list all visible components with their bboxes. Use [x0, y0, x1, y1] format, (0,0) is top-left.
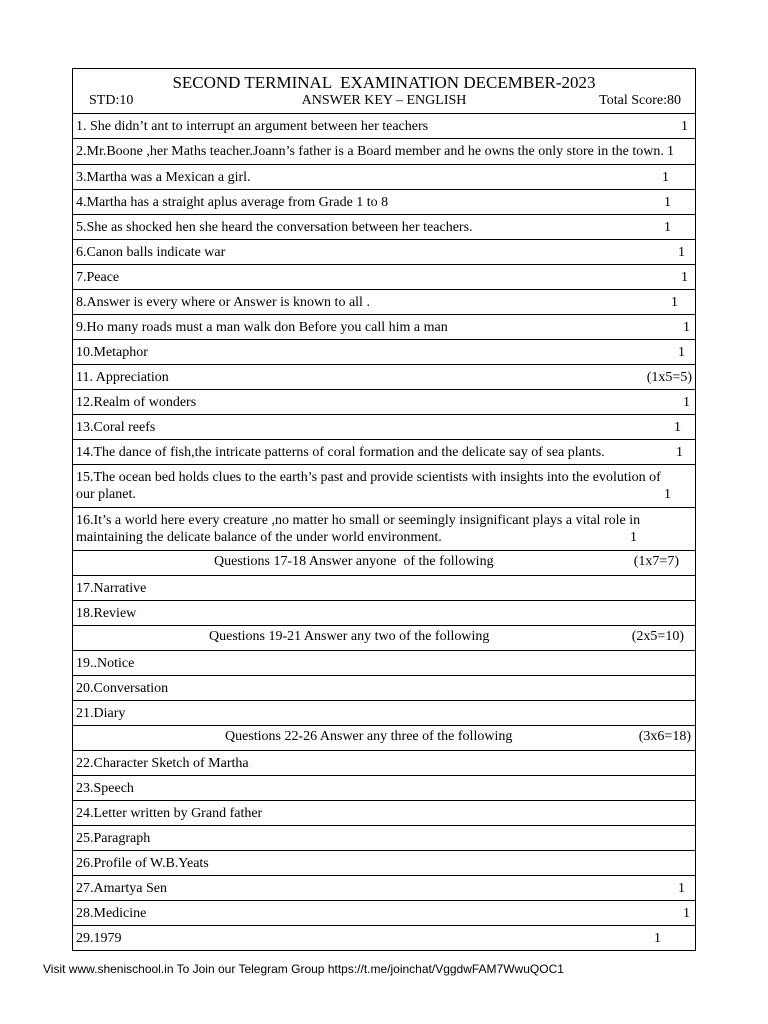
answer-mark: (1x5=5): [646, 370, 692, 385]
section-title: Questions 22-26 Answer any three of the following: [225, 729, 513, 744]
answer-mark: 1: [681, 270, 688, 285]
answer-text: 2.Mr.Boone ,her Maths teacher.Joann’s father is a Board member and he owns the only store in the town.: [76, 144, 664, 159]
answer-text: 25.Paragraph: [76, 831, 151, 846]
answer-mark: 1: [678, 345, 685, 360]
section-title: Questions 19-21 Answer any two of the following: [209, 629, 490, 644]
answer-text: 21.Diary: [76, 706, 126, 721]
answer-text: 6.Canon balls indicate war: [76, 245, 226, 260]
answer-row: [73, 465, 695, 508]
section-score: (1x7=7): [633, 554, 679, 569]
answer-text: 15.The ocean bed holds clues to the earth’s past and provide scientists with insights into the evolution of our planet.: [76, 470, 661, 502]
answer-row: [73, 215, 695, 240]
section-title: Questions 17-18 Answer anyone of the following: [214, 554, 494, 569]
answer-row: [73, 776, 695, 801]
answer-mark: 1: [683, 906, 690, 921]
answer-row: [73, 290, 695, 315]
answer-mark: 1: [664, 195, 671, 210]
answer-text: 3.Martha was a Mexican a girl.: [76, 170, 251, 185]
answer-row: [73, 601, 695, 626]
section-score: (3x6=18): [638, 729, 691, 744]
answer-row: [73, 701, 695, 726]
answer-text: 23.Speech: [76, 781, 134, 796]
answer-row: [73, 851, 695, 876]
answer-mark: 1: [654, 931, 661, 946]
answer-text: 16.It’s a world here every creature ,no matter ho small or seemingly insignificant plays a vital role in maintaining the delicate balance of the under world environment.: [76, 513, 641, 545]
answer-mark: 1: [683, 395, 690, 410]
answer-row: [73, 676, 695, 701]
answer-text: 10.Metaphor: [76, 345, 148, 360]
answer-text: 24.Letter written by Grand father: [76, 806, 263, 821]
answer-text: 29.1979: [76, 931, 122, 946]
answer-row: [73, 901, 695, 926]
answer-row: [73, 926, 695, 951]
answer-mark: 1: [671, 295, 678, 310]
answer-row: [73, 826, 695, 851]
answer-text: 19..Notice: [76, 656, 135, 671]
answer-text: 7.Peace: [76, 270, 120, 285]
answer-mark: 1: [678, 245, 685, 260]
answer-row: [73, 876, 695, 901]
answer-mark: 1: [664, 487, 671, 502]
answer-row: [73, 315, 695, 340]
answer-row: [73, 508, 695, 551]
answer-text: 26.Profile of W.B.Yeats: [76, 856, 209, 871]
answer-row: [73, 365, 695, 390]
answer-row: [73, 415, 695, 440]
answer-row: [73, 751, 695, 776]
answer-text: 22.Character Sketch of Martha: [76, 756, 249, 771]
answer-row: [73, 651, 695, 676]
section-header-22-26: [73, 726, 695, 751]
answer-text: 13.Coral reefs: [76, 420, 156, 435]
answer-row: [73, 240, 695, 265]
answer-mark: 1: [676, 445, 683, 460]
exam-title: SECOND TERMINAL EXAMINATION DECEMBER-2023: [172, 73, 596, 92]
answer-text: 4.Martha has a straight aplus average from Grade 1 to 8: [76, 195, 389, 210]
answer-row: [73, 576, 695, 601]
answer-text: 5.She as shocked hen she heard the conversation between her teachers.: [76, 220, 473, 235]
answer-row: [73, 390, 695, 415]
answer-text: 11. Appreciation: [76, 370, 169, 385]
answer-text: 1. She didn’t ant to interrupt an argument between her teachers: [76, 119, 429, 134]
answer-mark: 1: [662, 170, 669, 185]
answer-mark: 1: [683, 320, 690, 335]
answer-row: [73, 440, 695, 465]
answer-text: 27.Amartya Sen: [76, 881, 167, 896]
answer-mark: 1: [667, 144, 674, 159]
answer-text: 14.The dance of fish,the intricate patterns of coral formation and the delicate say of sea plants.: [76, 445, 605, 460]
answer-mark: 1: [681, 119, 688, 134]
answer-text: 17.Narrative: [76, 581, 147, 596]
answer-row: [73, 114, 695, 139]
section-header-19-21: [73, 626, 695, 651]
section-score: (2x5=10): [631, 629, 684, 644]
footer-note: Visit www.shenischool.in To Join our Telegram Group https://t.me/joinchat/VggdwFAM7WwuQOC1: [43, 962, 564, 976]
std-label: STD:10: [89, 93, 134, 108]
answer-mark: 1: [674, 420, 681, 435]
total-score: Total Score:80: [599, 93, 681, 108]
answer-text: 28.Medicine: [76, 906, 147, 921]
answer-row: [73, 139, 695, 165]
subject-label: ANSWER KEY – ENGLISH: [301, 93, 467, 108]
answer-row: [73, 340, 695, 365]
answer-row: [73, 190, 695, 215]
answer-text: 18.Review: [76, 606, 137, 621]
answer-text: 12.Realm of wonders: [76, 395, 197, 410]
answer-text: 20.Conversation: [76, 681, 169, 696]
answer-mark: 1: [630, 530, 637, 545]
answer-text: 8.Answer is every where or Answer is known to all .: [76, 295, 370, 310]
answer-mark: 1: [664, 220, 671, 235]
answer-row: [73, 165, 695, 190]
exam-header: [73, 69, 695, 114]
answer-row: [73, 265, 695, 290]
section-header-17-18: [73, 551, 695, 576]
answer-mark: 1: [678, 881, 685, 896]
answer-text: 9.Ho many roads must a man walk don Before you call him a man: [76, 320, 448, 335]
answer-row: [73, 801, 695, 826]
answer-key-table: [72, 68, 696, 951]
